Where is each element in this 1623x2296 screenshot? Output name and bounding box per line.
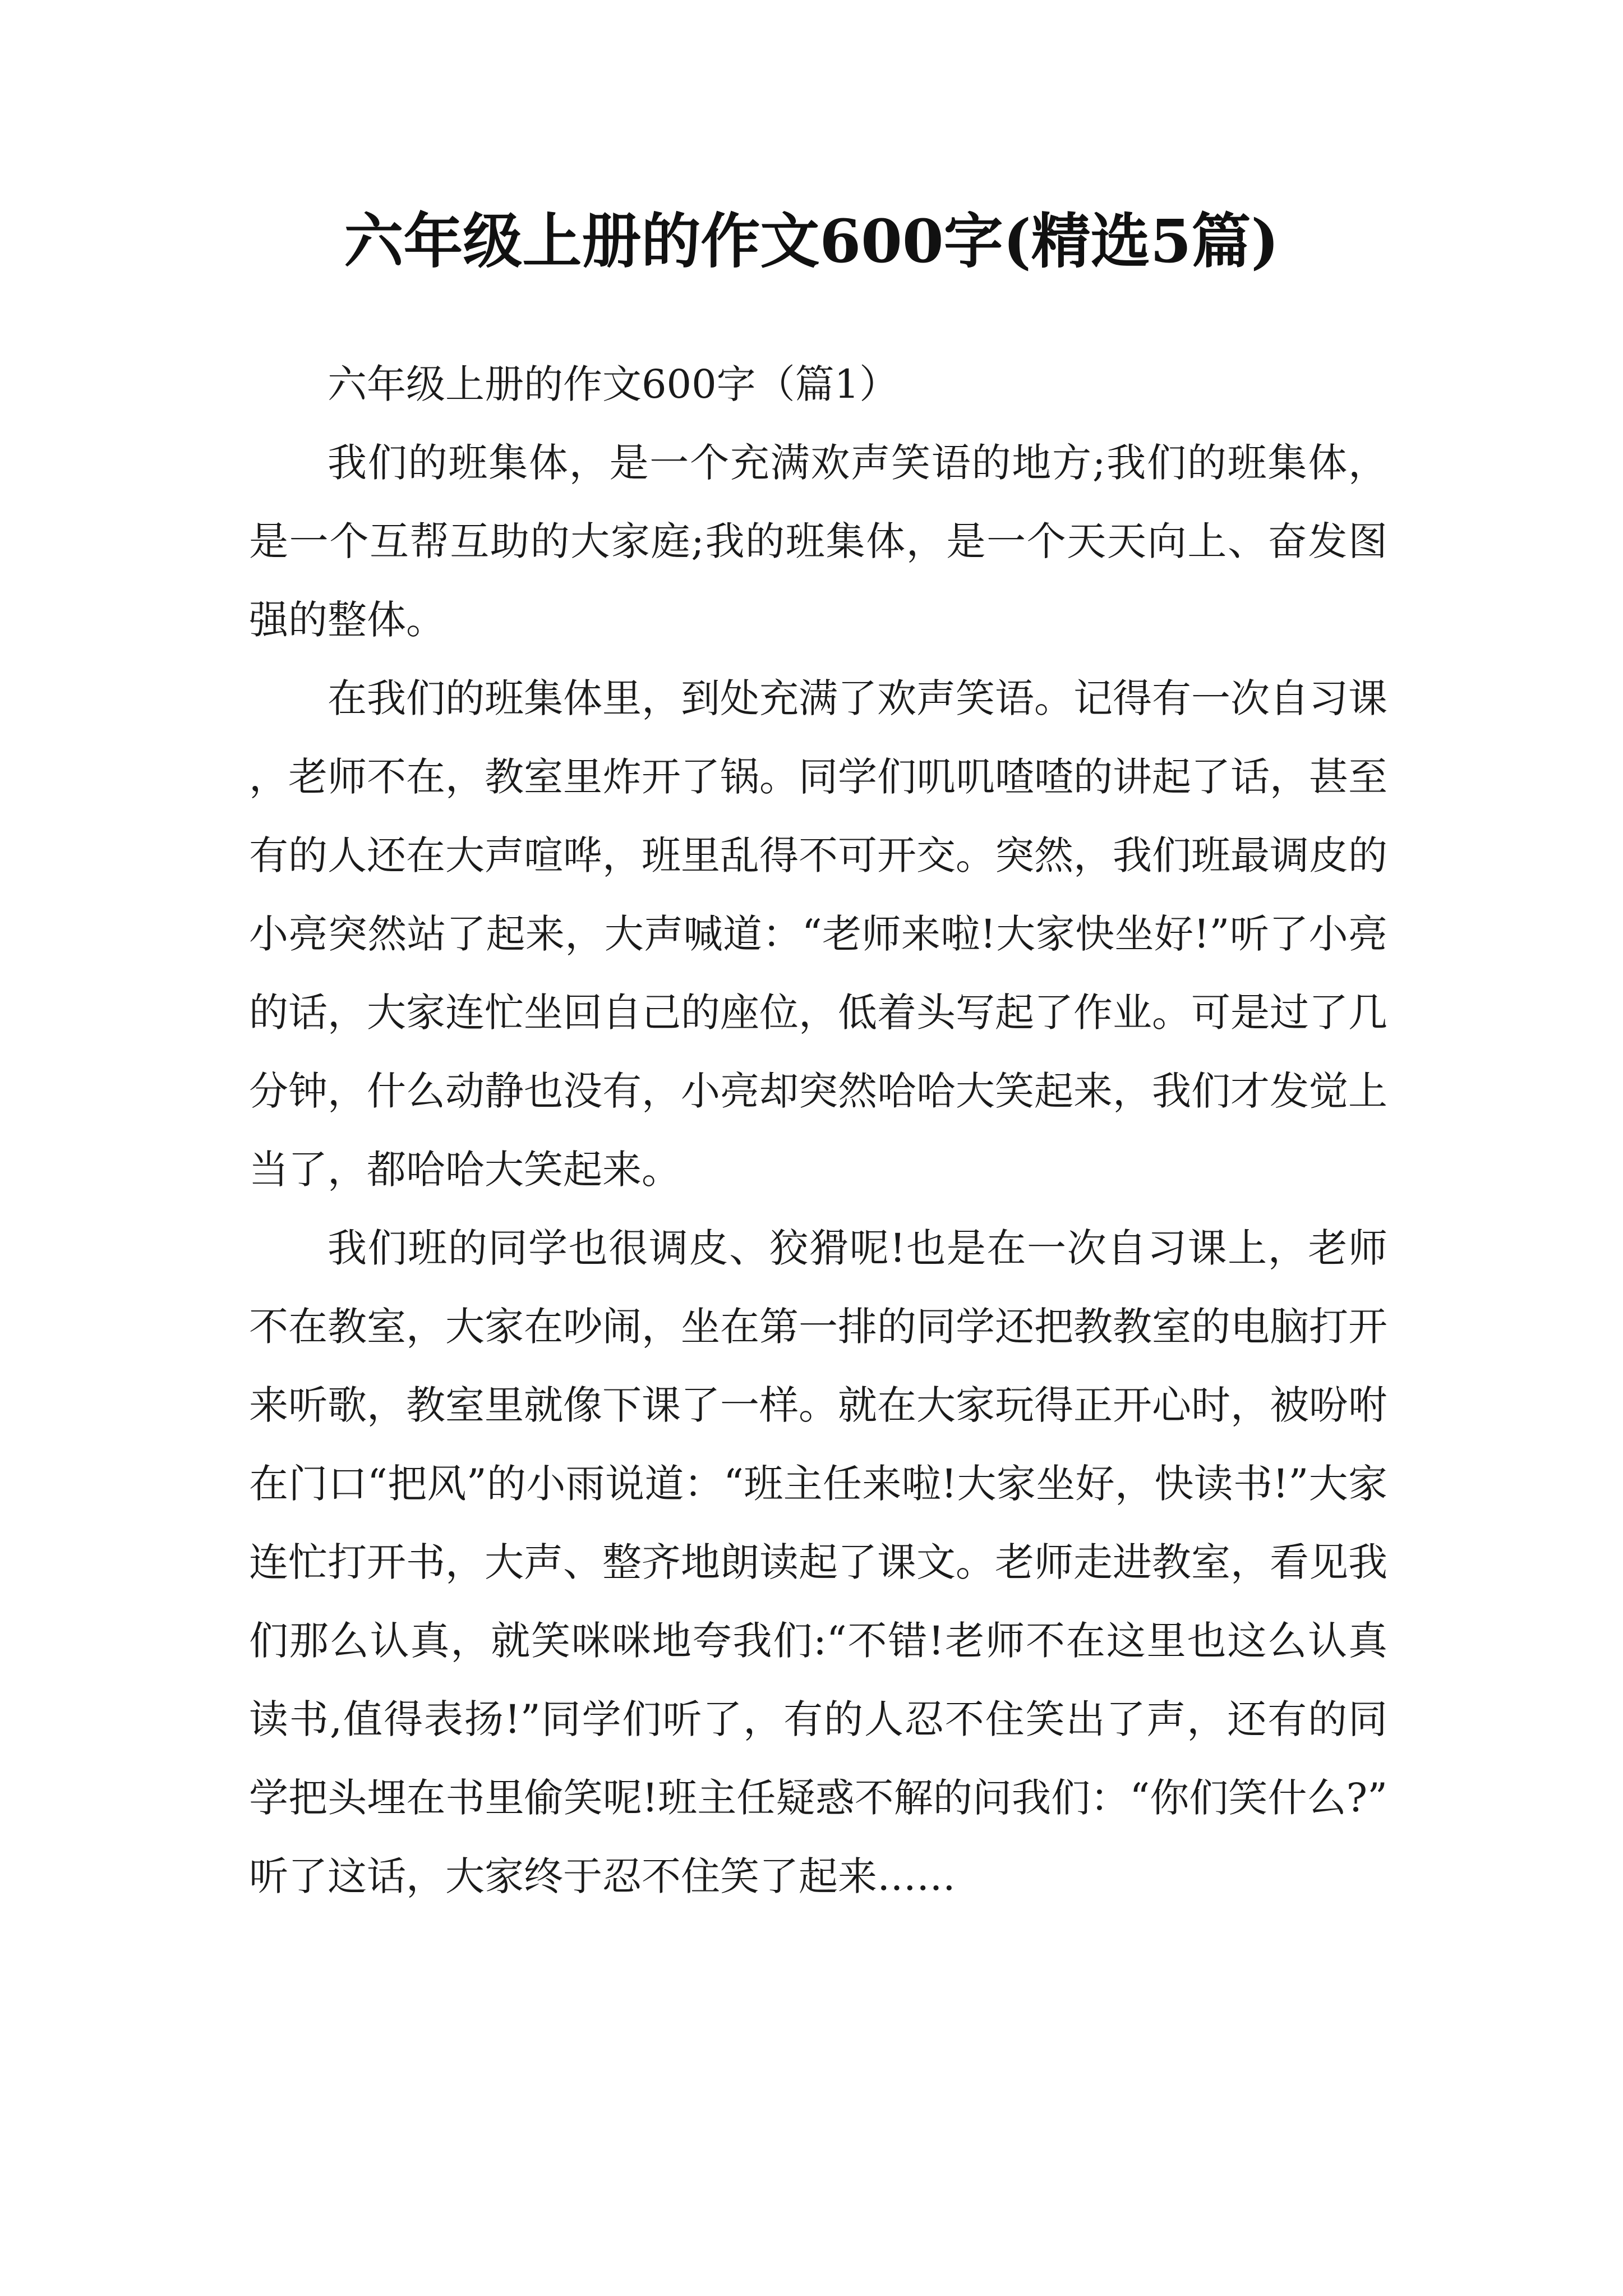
paragraph-3: 我们班的同学也很调皮、狡猾呢!也是在一次自习课上，老师不在教室，大家在吵闹，坐在第一排的同学还把教教室的电脑打开来听歌，教室里就像下课了一样。就在大家玩得正开心时，被吩咐在门口“把风”的小雨说道：“班主任来啦!大家坐好，快读书!”大家连忙打开书，大声、整齐地朗读起了课文。老师走进教室，看见我们那么认真，就笑咪咪地夸我们:“不错!老师不在这里也这么认真读书,值得表扬!”同学们听了，有的人忍不住笑出了声，还有的同学把头埋在书里偷笑呢!班主任疑惑不解的问我们：“你们笑什么?”听了这话，大家终于忍不住笑了起来…… xyxy=(249,1225,1387,1899)
paragraph-2: 在我们的班集体里，到处充满了欢声笑语。记得有一次自习课，老师不在，教室里炸开了锅。同学们叽叽喳喳的讲起了话，甚至有的人还在大声喧哗，班里乱得不可开交。突然，我们班最调皮的小亮突然站了起来，大声喊道：“老师来啦!大家快坐好!”听了小亮的话，大家连忙坐回自己的座位，低着头写起了作业。可是过了几分钟，什么动静也没有，小亮却突然哈哈大笑起来，我们才发觉上当了，都哈哈大笑起来。 xyxy=(249,675,1387,1193)
section-heading: 六年级上册的作文600字（篇1） xyxy=(328,361,899,407)
document-body xyxy=(249,345,1387,1916)
document-title: 六年级上册的作文600字(精选5篇) xyxy=(344,206,1279,276)
paragraph-1: 我们的班集体，是一个充满欢声笑语的地方;我们的班集体，是一个互帮互助的大家庭;我的班集体，是一个天天向上、奋发图强的整体。 xyxy=(249,440,1387,643)
